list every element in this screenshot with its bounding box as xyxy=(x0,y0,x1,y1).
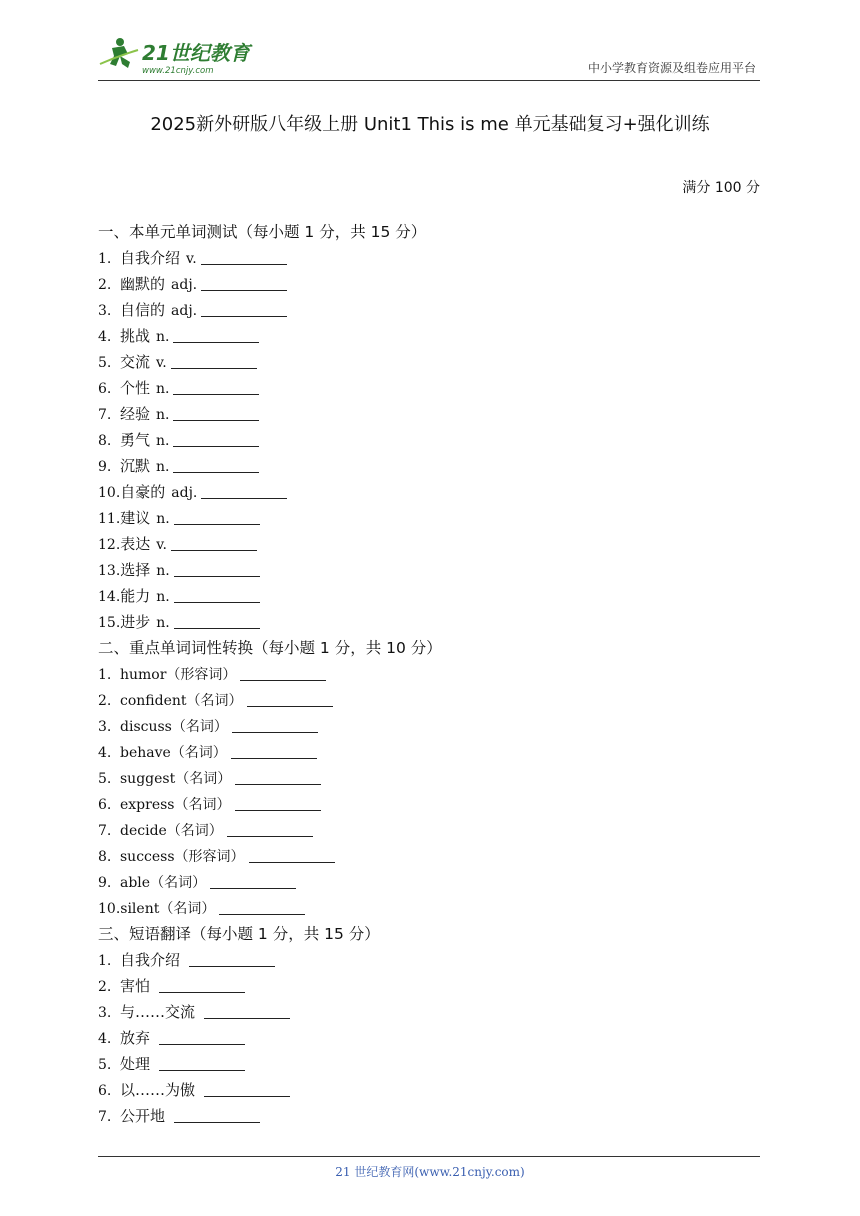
full-score: 满分 100 分 xyxy=(682,180,760,196)
section-heading: 三、短语翻译（每小题 1 分，共 15 分） xyxy=(98,925,380,943)
answer-blank[interactable] xyxy=(249,848,335,863)
answer-blank[interactable] xyxy=(174,588,260,603)
answer-blank[interactable] xyxy=(240,666,326,681)
answer-blank[interactable] xyxy=(204,1004,290,1019)
answer-blank[interactable] xyxy=(227,822,313,837)
list-item: 10.自豪的 adj. xyxy=(98,479,760,505)
answer-blank[interactable] xyxy=(159,978,245,993)
section-heading: 一、本单元单词测试（每小题 1 分，共 15 分） xyxy=(98,223,427,241)
list-item: 15.进步 n. xyxy=(98,609,760,635)
list-item: 4. behave（名词） xyxy=(98,739,760,765)
list-item: 5. 处理 xyxy=(98,1051,760,1077)
answer-blank[interactable] xyxy=(204,1082,290,1097)
list-item: 3. discuss（名词） xyxy=(98,713,760,739)
answer-blank[interactable] xyxy=(173,328,259,343)
answer-blank[interactable] xyxy=(235,796,321,811)
list-item: 7. decide（名词） xyxy=(98,817,760,843)
answer-blank[interactable] xyxy=(173,432,259,447)
list-item: 7. 经验 n. xyxy=(98,401,760,427)
list-item: 2. 害怕 xyxy=(98,973,760,999)
list-item: 9. able（名词） xyxy=(98,869,760,895)
answer-blank[interactable] xyxy=(171,536,257,551)
answer-blank[interactable] xyxy=(235,770,321,785)
section-heading: 二、重点单词词性转换（每小题 1 分，共 10 分） xyxy=(98,639,442,657)
exercise-content xyxy=(98,219,760,1129)
answer-blank[interactable] xyxy=(173,458,259,473)
list-item: 2. confident（名词） xyxy=(98,687,760,713)
answer-blank[interactable] xyxy=(159,1030,245,1045)
list-item: 8. 勇气 n. xyxy=(98,427,760,453)
answer-blank[interactable] xyxy=(231,744,317,759)
list-item: 6. 以……为傲 xyxy=(98,1077,760,1103)
list-item: 6. 个性 n. xyxy=(98,375,760,401)
platform-name: 中小学教育资源及组卷应用平台 xyxy=(587,61,756,75)
list-item: 5. suggest（名词） xyxy=(98,765,760,791)
logo-21cnjy xyxy=(98,34,268,78)
answer-blank[interactable] xyxy=(171,354,257,369)
answer-blank[interactable] xyxy=(247,692,333,707)
list-item: 4. 挑战 n. xyxy=(98,323,760,349)
answer-blank[interactable] xyxy=(174,1108,260,1123)
list-item: 10.silent（名词） xyxy=(98,895,760,921)
list-item: 6. express（名词） xyxy=(98,791,760,817)
answer-blank[interactable] xyxy=(173,406,259,421)
answer-blank[interactable] xyxy=(232,718,318,733)
list-item: 14.能力 n. xyxy=(98,583,760,609)
footer-divider xyxy=(98,1156,760,1157)
list-item: 8. success（形容词） xyxy=(98,843,760,869)
footer-text: 21 世纪教育网(www.21cnjy.com) xyxy=(335,1165,525,1179)
answer-blank[interactable] xyxy=(159,1056,245,1071)
list-item: 1. humor（形容词） xyxy=(98,661,760,687)
list-item: 9. 沉默 n. xyxy=(98,453,760,479)
answer-blank[interactable] xyxy=(210,874,296,889)
list-item: 3. 自信的 adj. xyxy=(98,297,760,323)
list-item: 11.建议 n. xyxy=(98,505,760,531)
page-title: 2025新外研版八年级上册 Unit1 This is me 单元基础复习+强化训练 xyxy=(150,114,710,135)
answer-blank[interactable] xyxy=(201,484,287,499)
list-item: 4. 放弃 xyxy=(98,1025,760,1051)
list-item: 3. 与……交流 xyxy=(98,999,760,1025)
answer-blank[interactable] xyxy=(174,562,260,577)
list-item: 2. 幽默的 adj. xyxy=(98,271,760,297)
logo-text: 21世纪教育 xyxy=(142,41,250,65)
logo-url: www.21cnjy.com xyxy=(142,66,214,76)
answer-blank[interactable] xyxy=(201,302,287,317)
list-item: 1. 自我介绍 v. xyxy=(98,245,760,271)
answer-blank[interactable] xyxy=(174,510,260,525)
answer-blank[interactable] xyxy=(189,952,275,967)
list-item: 5. 交流 v. xyxy=(98,349,760,375)
list-item: 12.表达 v. xyxy=(98,531,760,557)
page-header xyxy=(98,34,760,81)
answer-blank[interactable] xyxy=(201,250,287,265)
answer-blank[interactable] xyxy=(174,614,260,629)
list-item: 7. 公开地 xyxy=(98,1103,760,1129)
answer-blank[interactable] xyxy=(201,276,287,291)
answer-blank[interactable] xyxy=(173,380,259,395)
answer-blank[interactable] xyxy=(219,900,305,915)
list-item: 1. 自我介绍 xyxy=(98,947,760,973)
list-item: 13.选择 n. xyxy=(98,557,760,583)
